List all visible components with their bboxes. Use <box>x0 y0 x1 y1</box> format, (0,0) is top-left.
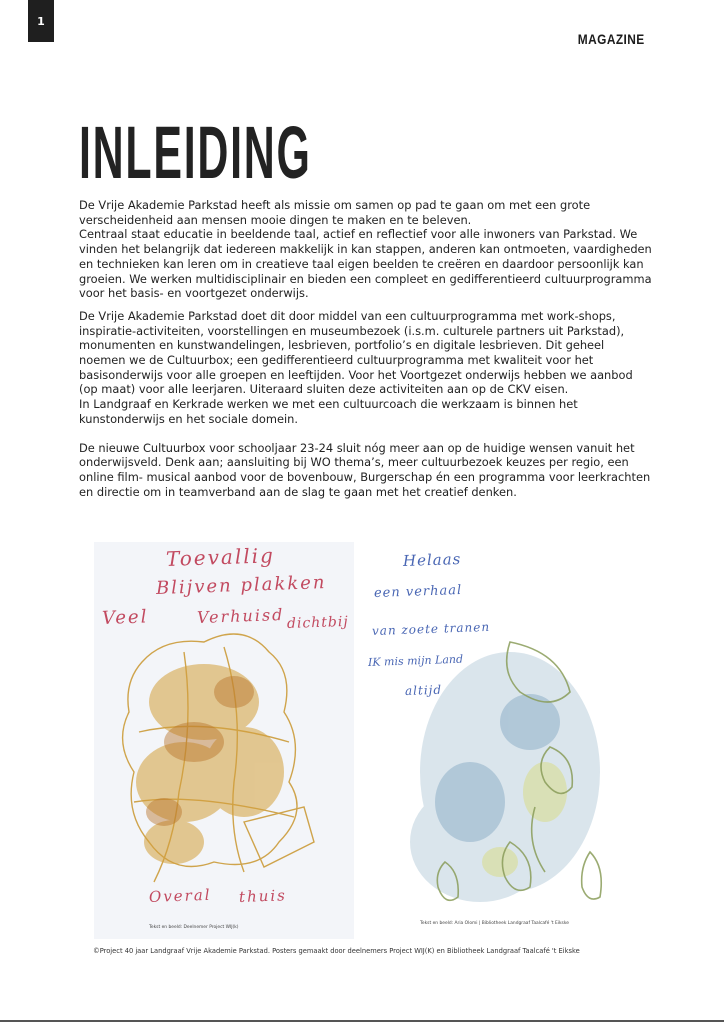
section-label: MAGAZINE <box>578 31 645 47</box>
poster-left-line-2: Blijven plakken <box>155 572 327 599</box>
paragraph-cultuurbox: De Vrije Akademie Parkstad doet dit door middel van een cultuurprogramma met work-shops, inspiratie-activiteiten, voorstellingen en museumbezoek (i.s.m. culturele partners uit Parkstad), monumenten en kunstwandelingen, lesbrieven, portfolio’s en digitale lesbrieven. Dit geheel noemen we de Cultuurbox; een gedifferentieerd cultuurprogramma met kwaliteit voor het basisonderwijs voor alle groepen en leeftijden. Voor het Voortgezet onderwijs hebben we aanbod (op maat) voor alle leerjaren. Uiteraard sluiten deze activiteiten aan op de CKV eisen. <box>79 308 633 397</box>
poster-left-line-5: dichtbij <box>286 613 349 632</box>
paragraph-mission: De Vrije Akademie Parkstad heeft als missie om samen op pad te gaan om met een grote verscheidenheid aan mensen mooie dingen te maken en te beleven. <box>79 198 591 227</box>
poster-right-line-3: van zoete tranen <box>371 619 491 638</box>
poster-right-line-1: Helaas <box>402 549 462 570</box>
poster-right-line-4: IK mis mijn Land <box>367 652 464 669</box>
poster-left-line-7: thuis <box>238 886 288 906</box>
map-illustration-left <box>94 542 354 939</box>
poster-left-credit: Tekst en beeld: Deelnemer Project WIJ(k) <box>149 925 239 930</box>
poster-right-line-5: altijd <box>404 682 443 698</box>
poster-left-line-3: Veel <box>101 606 149 629</box>
poster-right-line-2: een verhaal <box>373 582 463 601</box>
poster-left <box>94 542 354 939</box>
poster-left-line-4: Verhuisd <box>196 604 285 627</box>
poster-right <box>360 542 620 939</box>
paragraph-new-cultuurbox: De nieuwe Cultuurbox voor schooljaar 23-24 sluit nóg meer aan op de huidige wensen vanuit het onderwijsveld. Denk aan; aansluiting bij WO thema’s, meer cultuurbezoek keuzes per regio, een online film- musical aanbod voor de bovenbouw, Burgerschap én een programma voor leerkrachten en directie om in teamverband aan de slag te gaan met het creatief denken. <box>79 440 651 499</box>
poster-left-line-1: Toevallig <box>165 543 276 571</box>
page-number: 1 <box>28 0 54 42</box>
paragraph-education: Centraal staat educatie in beeldende taal, actief en reflectief voor alle inwoners van Parkstad. We vinden het belangrijk dat iedereen makkelijk in kan stappen, anderen kan ontmoeten, vaardigheden en technieken kan leren om in creatieve taal eigen beelden te creëren en daardoor persoonlijk kan groeien. We werken multidisciplinair en bieden een compleet en gedifferentieerd cultuurprogramma voor het basis- en voortgezet onderwijs. <box>79 227 652 301</box>
paragraph-cultuurcoach: In Landgraaf en Kerkrade werken we met een cultuurcoach die werkzaam is binnen het kunstonderwijs en het sociale domein. <box>79 397 578 426</box>
image-caption: ©Project 40 jaar Landgraaf Vrije Akademie Parkstad. Posters gemaakt door deelnemers Project WIJ(K) en Bibliotheek Landgraaf Taalcafé 't Eikske <box>93 947 580 955</box>
article-body <box>79 198 654 499</box>
poster-left-line-6: Overal <box>148 885 212 906</box>
poster-right-credit: Tekst en beeld: Aria Olomi | Bibliotheek Landgraaf Taalcafé 't Eikske <box>420 921 569 926</box>
footer-divider <box>0 1020 724 1022</box>
page-title: INLEIDING <box>79 111 312 194</box>
map-illustration-right <box>360 542 620 939</box>
